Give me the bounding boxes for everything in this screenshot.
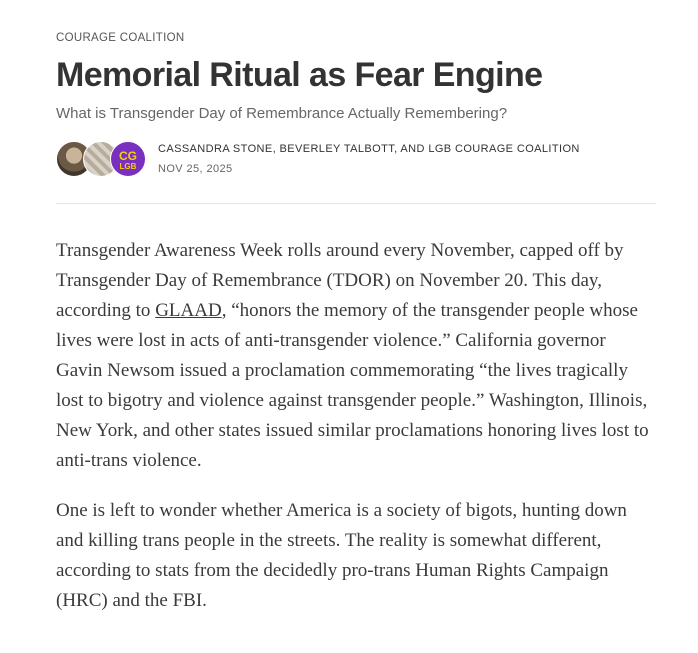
avatar[interactable] — [110, 141, 146, 177]
divider — [56, 203, 656, 204]
byline-text — [158, 142, 580, 176]
publication-name[interactable]: COURAGE COALITION — [56, 32, 185, 44]
article-body — [56, 236, 656, 616]
byline — [56, 141, 656, 177]
coalition-logo-top: CG — [119, 148, 137, 163]
paragraph — [56, 236, 656, 476]
page-title: Memorial Ritual as Fear Engine — [56, 56, 543, 94]
paragraph-text: , “honors the memory of the transgender people whose lives were lost in acts of anti-transgender violence.” California governor Gavin Newsom issued a proclamation commemorating “the lives tragically lost to bigotry and violence against transgender people.” Washington, Illinois, New York, and other states issued similar proclamations honoring lives lost to anti-trans violence. — [56, 300, 649, 471]
author-names[interactable]: CASSANDRA STONE, BEVERLEY TALBOTT, AND LGB COURAGE COALITION — [158, 143, 580, 155]
author-avatars — [56, 141, 148, 177]
glaad-link[interactable]: GLAAD — [155, 300, 222, 321]
paragraph-text: Transgender Awareness Week rolls around every November, capped off by Transgender Day of Remembrance (TDOR) on November 20. This day, according to — [56, 240, 624, 321]
page-subtitle: What is Transgender Day of Remembrance Actually Remembering? — [56, 105, 508, 122]
coalition-logo-bottom: LGB — [119, 161, 137, 171]
publish-date: NOV 25, 2025 — [158, 163, 233, 175]
paragraph: One is left to wonder whether America is a society of bigots, hunting down and killing trans people in the streets. The reality is somewhat different, according to stats from the decidedly pro-trans Human Rights Campaign (HRC) and the FBI. — [56, 500, 627, 611]
article-page — [56, 0, 656, 636]
